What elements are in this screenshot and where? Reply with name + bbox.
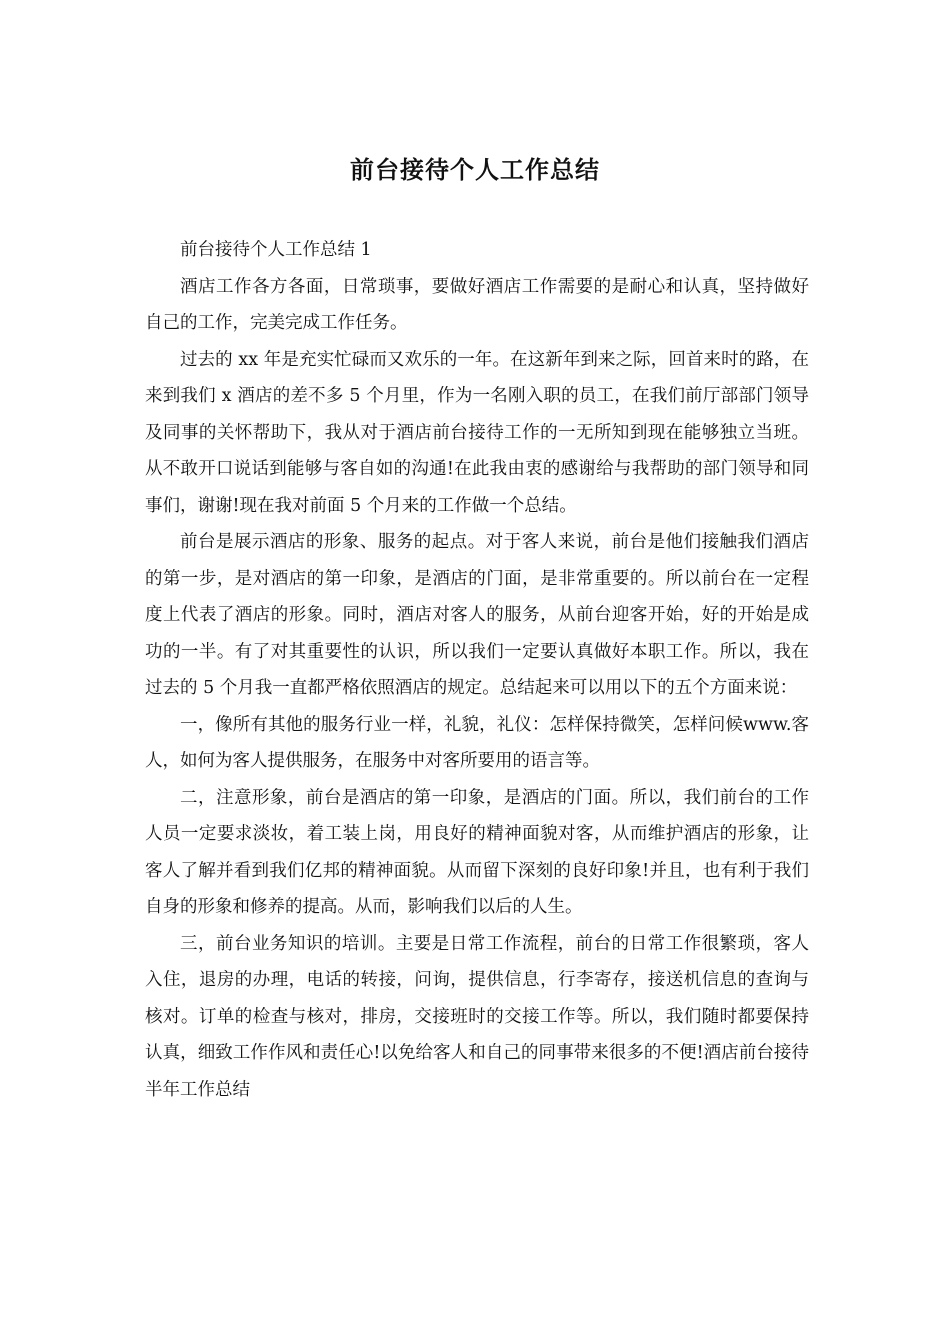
paragraph-intro: 酒店工作各方各面，日常琐事，要做好酒店工作需要的是耐心和认真，坚持做好自己的工作，完美完成工作任务。 — [145, 276, 809, 333]
section-heading: 前台接待个人工作总结 1 — [180, 240, 372, 260]
paragraph-point-2: 二，注意形象，前台是酒店的第一印象，是酒店的门面。所以，我们前台的工作人员一定要求淡妆，着工装上岗，用良好的精神面貌对客，从而维护酒店的形象，让客人了解并看到我们亿邦的精神面貌。从而留下深刻的良好印象!并且，也有利于我们自身的形象和修养的提高。从而，影响我们以后的人生。 — [145, 787, 809, 917]
paragraph-front-desk-role: 前台是展示酒店的形象、服务的起点。对于客人来说，前台是他们接触我们酒店的第一步，是对酒店的第一印象，是酒店的门面，是非常重要的。所以前台在一定程度上代表了酒店的形象。同时，酒店对客人的服务，从前台迎客开始，好的开始是成功的一半。有了对其重要性的认识，所以我们一定要认真做好本职工作。所以，我在过去的 5 个月我一直都严格依照酒店的规定。总结起来可以用以下的五个方面来说： — [145, 532, 809, 698]
paragraph-review: 过去的 xx 年是充实忙碌而又欢乐的一年。在这新年到来之际，回首来时的路，在来到我们 x 酒店的差不多 5 个月里，作为一名刚入职的员工，在我们前厅部部门领导及同事的关怀帮助下，我从对于酒店前台接待工作的一无所知到现在能够独立当班。从不敢开口说话到能够与客自如的沟通!在此我由衷的感谢给与我帮助的部门领导和同事们，谢谢!现在我对前面 5 个月来的工作做一个总结。 — [145, 349, 809, 516]
document-title: 前台接待个人工作总结 — [350, 156, 600, 184]
paragraph-point-1: 一，像所有其他的服务行业一样，礼貌，礼仪：怎样保持微笑，怎样问候www.客人，如何为客人提供服务，在服务中对客所要用的语言等。 — [145, 714, 809, 771]
paragraph-point-3: 三，前台业务知识的培训。主要是日常工作流程，前台的日常工作很繁琐，客人入住，退房的办理，电话的转接，问询，提供信息，行李寄存，接送机信息的查询与核对。订单的检查与核对，排房，交接班时的交接工作等。所以，我们随时都要保持认真，细致工作作风和责任心!以免给客人和自己的同事带来很多的不便!酒店前台接待半年工作总结 — [145, 933, 809, 1100]
document-body — [145, 232, 809, 1108]
